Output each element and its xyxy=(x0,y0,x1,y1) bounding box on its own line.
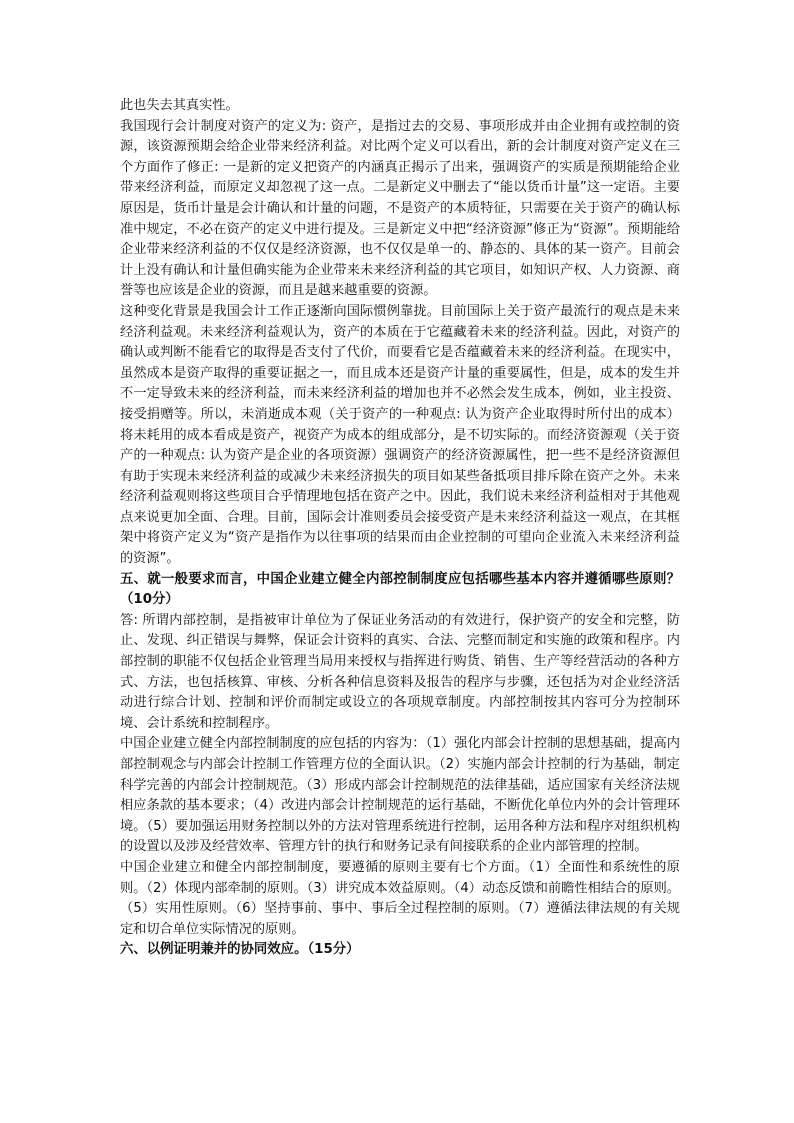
question-five-heading: 五、就一般要求而言，中国企业建立健全内部控制制度应包括哪些基本内容并遵循哪些原则？（10分） xyxy=(120,571,680,608)
question-six-heading: 六、以例证明兼并的协同效应。（15分） xyxy=(120,942,360,958)
paragraph-asset-definition: 我国现行会计制度对资产的定义为: 资产，是指过去的交易、事项形成并由企业拥有或控制的资源，该资源预期会给企业带来经济利益。对比两个定义可以看出，新的会计制度对资产定义在三个方面作了修正: 一是新的定义把资产的内涵真正揭示了出来，强调资产的实质是预期能给企业带来经济利益，而原定义却忽视了这一点。二是新定义中删去了“能以货币计量”这一定语。主要原因是，货币计量是会计确认和计量的问题，不是资产的本质特征，只需要在关于资产的确认标准中规定，不必在资产的定义中进行提及。三是新定义中把“经济资源”修正为“资源”。预期能给企业带来经济利益的不仅仅是经济资源，也不仅仅是单一的、静态的、具体的某一资产。目前会计上没有确认和计量但确实能为企业带来未来经济利益的其它项目，如知识产权、人力资源、商誉等也应该是企业的资源，而且是越来越重要的资源。 xyxy=(120,118,680,299)
paragraph-internal-control-principles: 中国企业建立和健全内部控制制度，要遵循的原则主要有七个方面。（1）全面性和系统性的原则。（2）体现内部牵制的原则。（3）讲究成本效益原则。（4）动态反馈和前瞻性相结合的原则。（5）实用性原则。（6）坚持事前、事中、事后全过程控制的原则。（7）遵循法律法规的有关规定和切合单位实际情况的原则。 xyxy=(120,859,680,937)
paragraph-answer-internal-control: 答: 所谓内部控制，是指被审计单位为了保证业务活动的有效进行，保护资产的安全和完整，防止、发现、纠正错误与舞弊，保证会计资料的真实、合法、完整而制定和实施的政策和程序。内部控制的职能不仅包括企业管理当局用来授权与指挥进行购货、销售、生产等经营活动的各种方式、方法，也包括核算、审核、分析各种信息资料及报告的程序与步骤，还包括为对企业经济活动进行综合计划、控制和评价而制定或设立的各项规章制度。内部控制按其内容可分为控制环境、会计系统和控制程序。 xyxy=(120,612,680,731)
paragraph-background: 这种变化背景是我国会计工作正逐渐向国际惯例靠拢。目前国际上关于资产最流行的观点是未来经济利益观。未来经济利益观认为，资产的本质在于它蕴藏着未来的经济利益。因此，对资产的确认或判断不能看它的取得是否支付了代价，而要看它是否蕴藏着未来的经济利益。在现实中，虽然成本是资产取得的重要证据之一，而且成本还是资产计量的重要属性，但是，成本的发生并不一定导致未来的经济利益，而未来经济利益的增加也并不必然会发生成本，例如，业主投资、接受捐赠等。所以，未消逝成本观（关于资产的一种观点: 认为资产企业取得时所付出的成本）将未耗用的成本看成是资产，视资产为成本的组成部分，是不切实际的。而经济资源观（关于资产的一种观点: 认为资产是企业的各项资源）强调资产的经济资源属性，把一些不是经济资源但有助于实现未来经济利益的或减少未来经济损失的项目如某些备抵项目排斥除在资产之外。未来经济利益观则将这些项目合乎情理地包括在资产之中。因此，我们说未来经济利益相对于其他观点来说更加全面、合理。目前，国际会计准则委员会接受资产是未来经济利益这一观点，在其框架中将资产定义为“资产是指作为以往事项的结果而由企业控制的可望向企业流入未来经济利益的资源”。 xyxy=(120,303,680,567)
paragraph-internal-control-contents: 中国企业建立健全内部控制制度的应包括的内容为：（1）强化内部会计控制的思想基础，提高内部控制观念与内部会计控制工作管理方位的全面认识。（2）实施内部会计控制的行为基础，制定科学完善的内部会计控制规范。（3）形成内部会计控制规范的法律基础，适应国家有关经济法规相应条款的基本要求；（4）改进内部会计控制规范的运行基础，不断优化单位内外的会计管理环境。（5）要加强运用财务控制以外的方法对管理系统进行控制，运用各种方法和程序对组织机构的设置以及涉及经营效率、管理方针的执行和财务记录有间接联系的企业内部管理的控制。 xyxy=(120,736,680,855)
paragraph-continuation: 此也失去其真实性。 xyxy=(120,98,239,113)
document-page xyxy=(120,96,680,961)
